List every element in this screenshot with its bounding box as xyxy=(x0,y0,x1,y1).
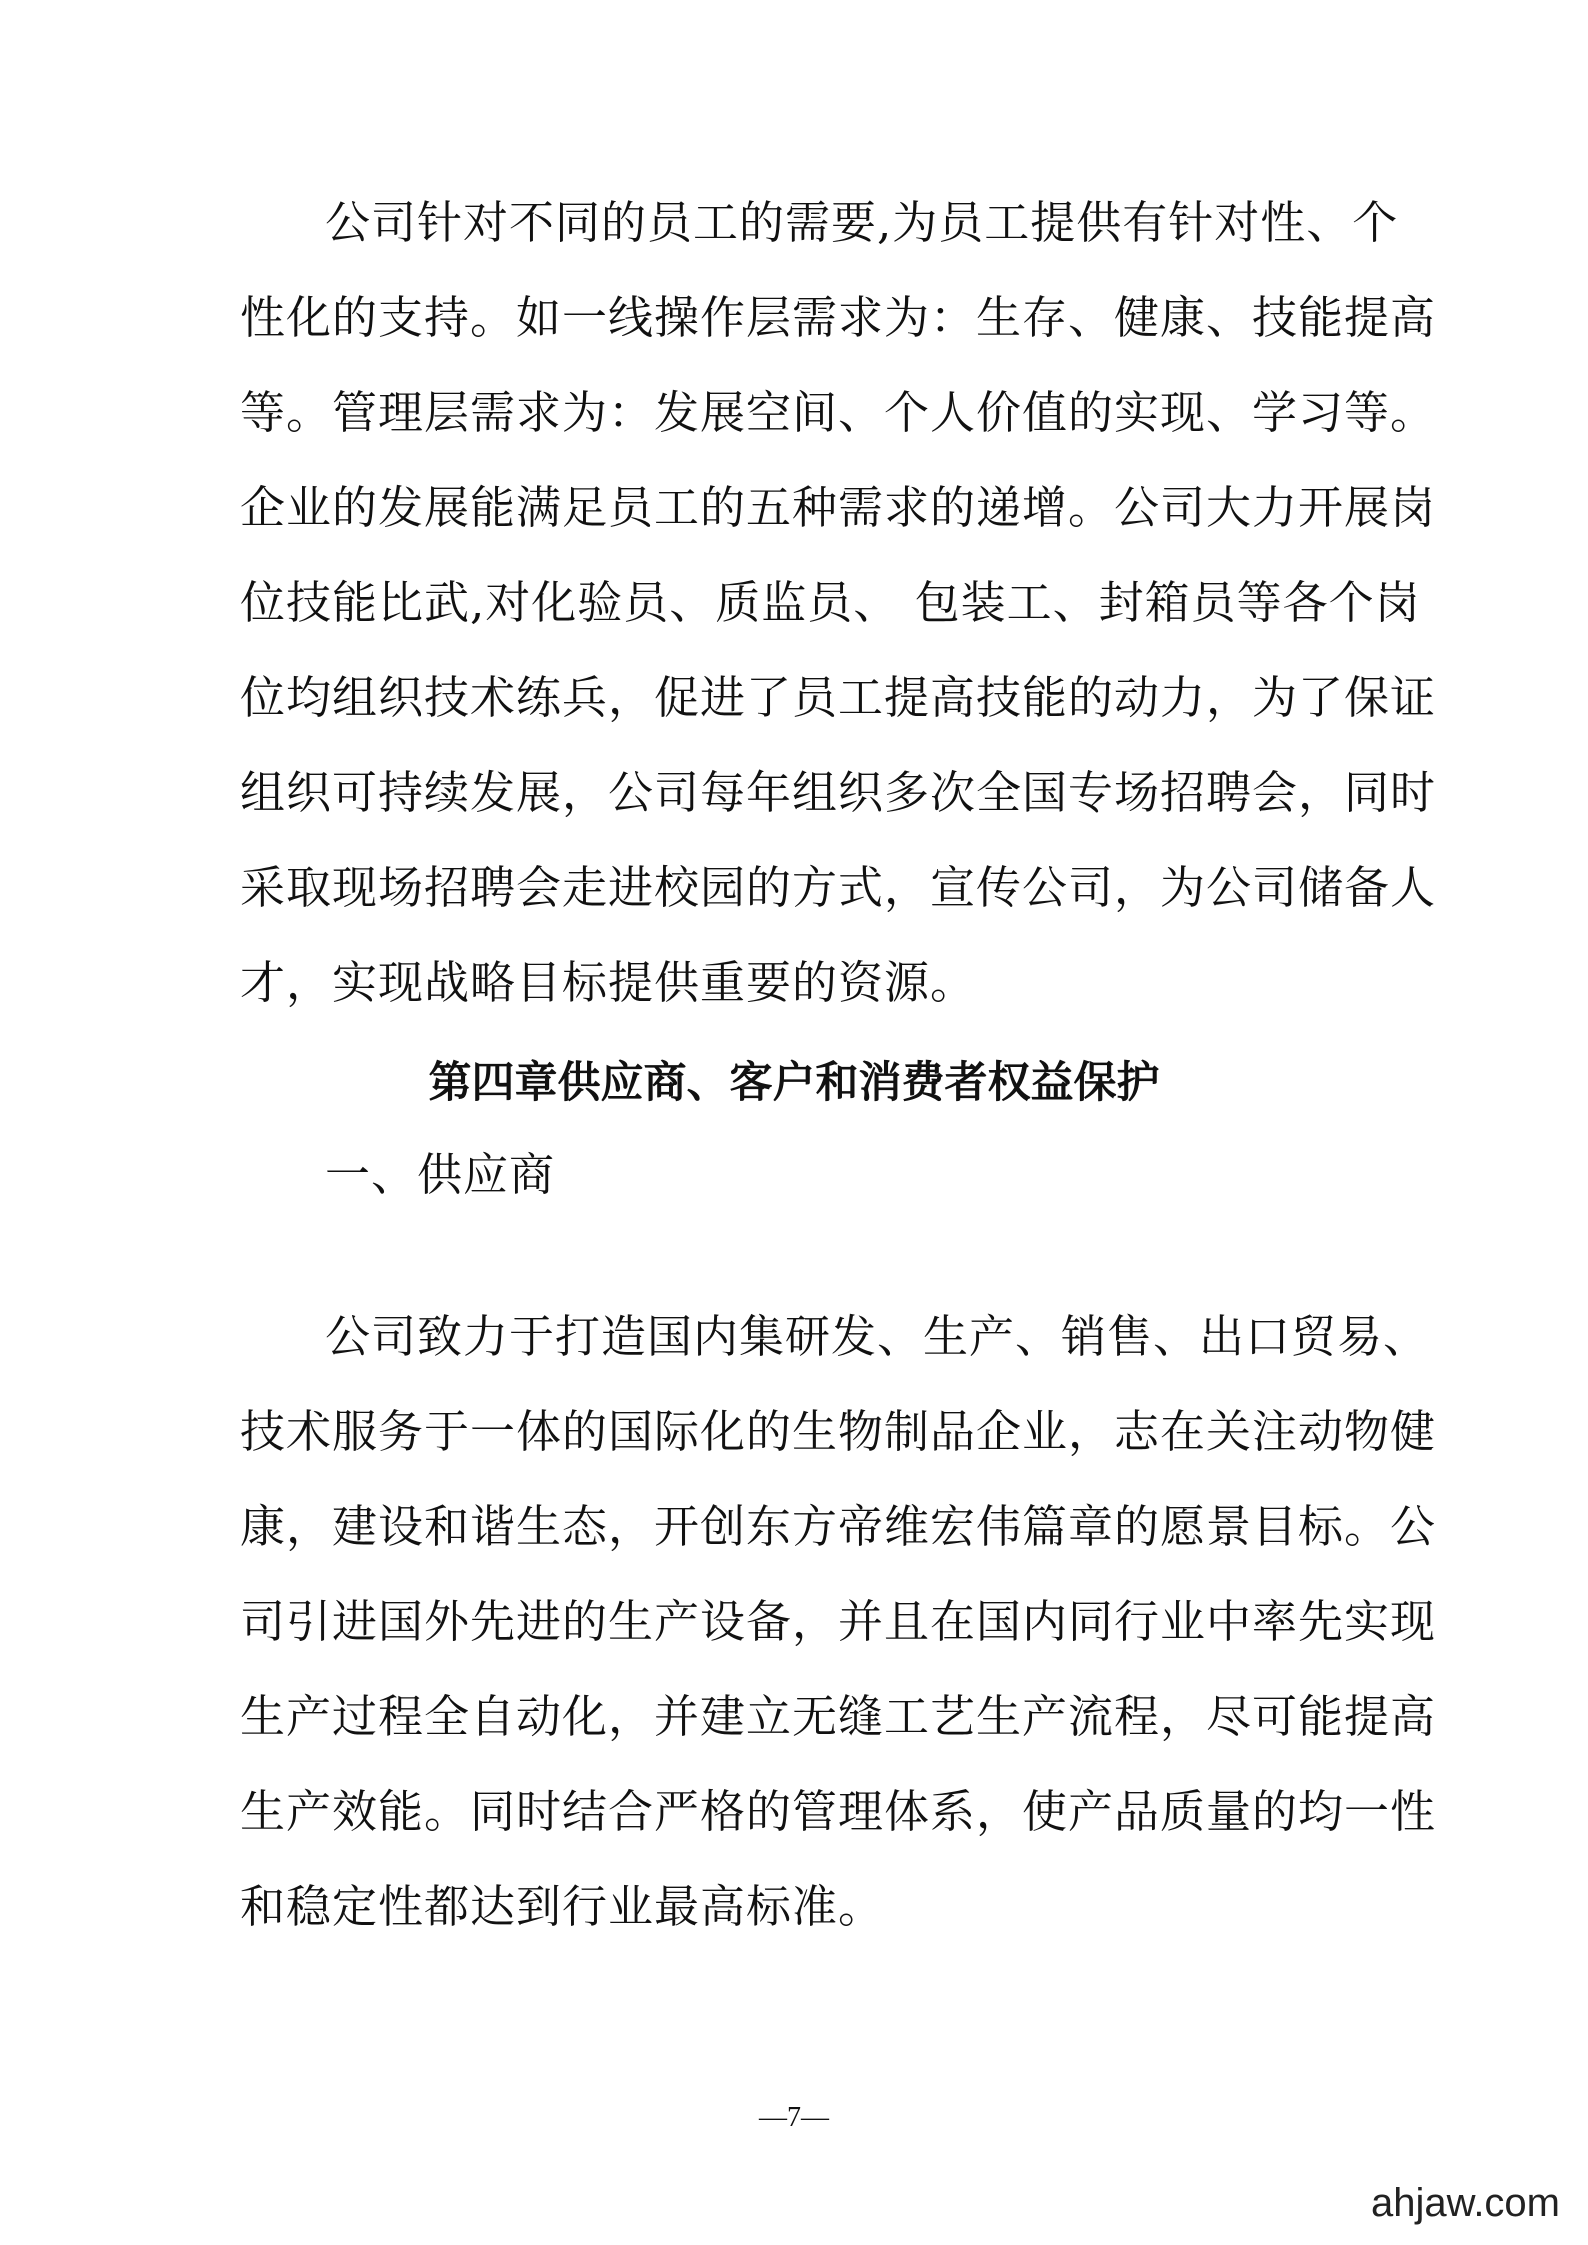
paragraph-1-line-1: 公司针对不同的员工的需要,为员工提供有针对性、个 xyxy=(325,196,1399,249)
paragraph-1-line-6: 位均组织技术练兵，促进了员工提高技能的动力，为了保证 xyxy=(240,671,1437,724)
chapter-heading: 第四章供应商、客户和消费者权益保护 xyxy=(428,1058,1160,1108)
paragraph-1-line-8: 采取现场招聘会走进校园的方式，宣传公司，为公司储备人 xyxy=(240,861,1437,914)
paragraph-2-line-3: 康，建设和谐生态，开创东方帝维宏伟篇章的愿景目标。公 xyxy=(240,1500,1437,1553)
paragraph-1-line-3: 等。管理层需求为：发展空间、个人价值的实现、学习等。 xyxy=(240,386,1437,439)
paragraph-1-line-9: 才，实现战略目标提供重要的资源。 xyxy=(240,956,977,1009)
paragraph-2-line-6: 生产效能。同时结合严格的管理体系，使产品质量的均一性 xyxy=(240,1785,1437,1838)
paragraph-1-line-5: 位技能比武,对化验员、质监员、 包装工、封箱员等各个岗 xyxy=(240,576,1421,629)
paragraph-2-line-1: 公司致力于打造国内集研发、生产、销售、出口贸易、 xyxy=(325,1310,1430,1363)
paragraph-2-line-7: 和稳定性都达到行业最高标准。 xyxy=(240,1880,885,1933)
paragraph-2-line-2: 技术服务于一体的国际化的生物制品企业，志在关注动物健 xyxy=(240,1405,1437,1458)
paragraph-2-line-5: 生产过程全自动化，并建立无缝工艺生产流程，尽可能提高 xyxy=(240,1690,1437,1743)
section-heading: 一、供应商 xyxy=(325,1148,556,1201)
paragraph-1-line-4: 企业的发展能满足员工的五种需求的递增。公司大力开展岗 xyxy=(240,481,1437,534)
paragraph-1-line-2: 性化的支持。如一线操作层需求为：生存、健康、技能提高 xyxy=(240,291,1437,344)
watermark-text: ahjaw.com xyxy=(1371,2181,1560,2225)
page-number: —7— xyxy=(759,2102,829,2133)
paragraph-2-line-4: 司引进国外先进的生产设备，并且在国内同行业中率先实现 xyxy=(240,1595,1437,1648)
paragraph-1-line-7: 组织可持续发展，公司每年组织多次全国专场招聘会，同时 xyxy=(240,766,1437,819)
